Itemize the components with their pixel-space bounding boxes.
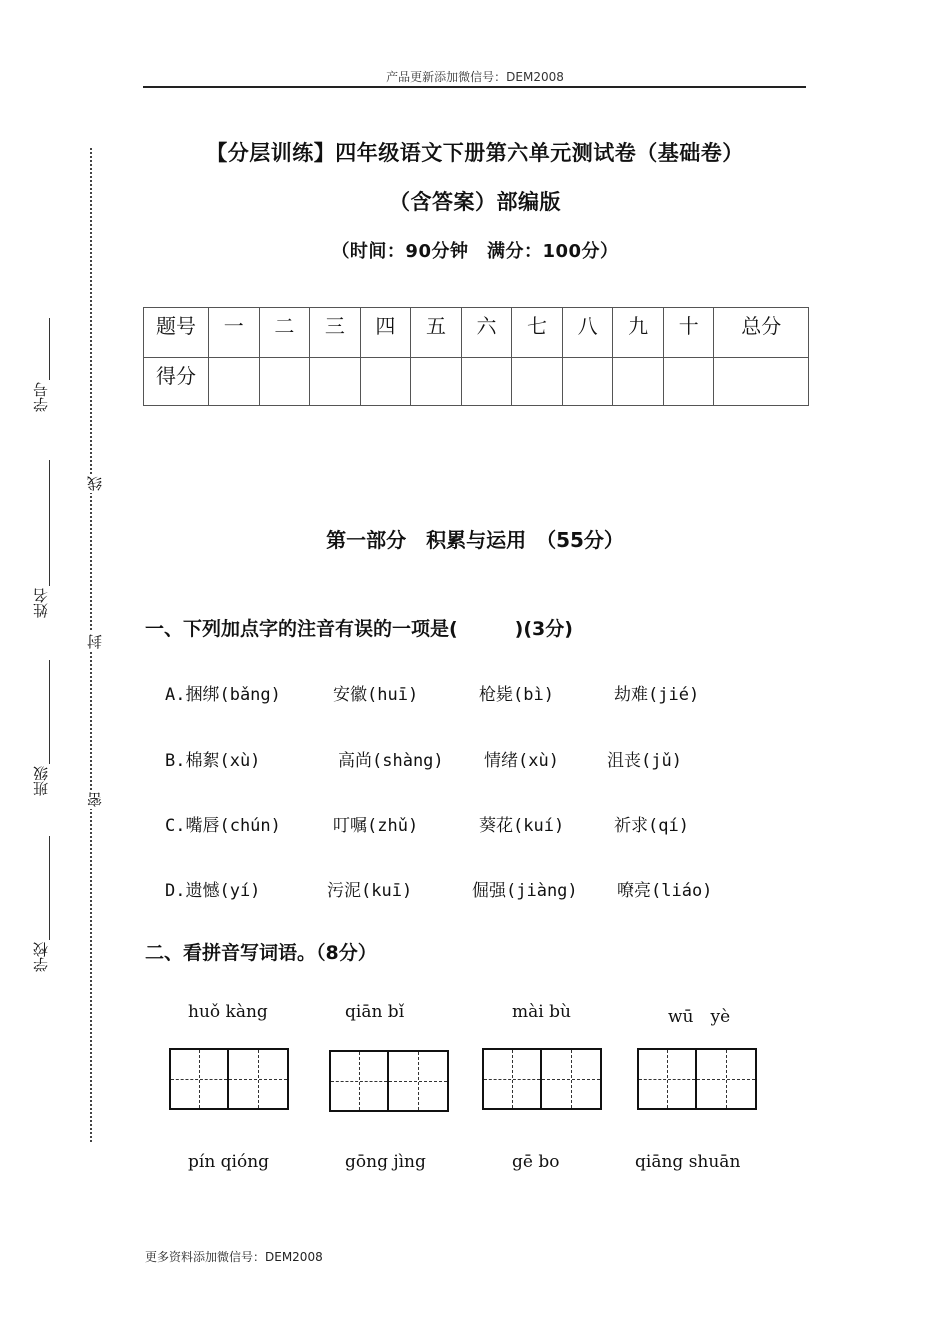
option-a-word1: A.捆绑(bǎng) bbox=[165, 685, 281, 705]
seal-char-seal: 封 bbox=[86, 634, 104, 649]
student-id-blank[interactable] bbox=[49, 318, 50, 380]
score-cell: 六 bbox=[461, 308, 512, 358]
class-blank[interactable] bbox=[49, 660, 50, 764]
score-cell: 三 bbox=[310, 308, 361, 358]
question2-title: 二、看拼音写词语。（8分） bbox=[145, 942, 377, 964]
writing-cell[interactable] bbox=[639, 1050, 697, 1108]
option-a-word3: 枪毙(bì) bbox=[479, 685, 554, 705]
pinyin-2: qiān bǐ bbox=[345, 1002, 405, 1022]
exam-title-line1: 【分层训练】四年级语文下册第六单元测试卷（基础卷） bbox=[206, 141, 744, 165]
option-b-word1: B.棉絮(xù) bbox=[165, 751, 261, 771]
exam-title-line2: （含答案）部编版 bbox=[389, 190, 561, 214]
score-cell: 四 bbox=[360, 308, 411, 358]
option-a-word2: 安徽(huī) bbox=[333, 685, 419, 705]
score-blank[interactable] bbox=[411, 358, 462, 406]
score-blank[interactable] bbox=[461, 358, 512, 406]
option-a-word4: 劫难(jié) bbox=[614, 685, 700, 705]
pinyin-1: huǒ kàng bbox=[188, 1002, 268, 1022]
writing-cell[interactable] bbox=[389, 1052, 447, 1110]
writing-cell[interactable] bbox=[171, 1050, 229, 1108]
score-blank[interactable] bbox=[714, 358, 809, 406]
score-blank[interactable] bbox=[663, 358, 714, 406]
writing-cell[interactable] bbox=[484, 1050, 542, 1108]
pinyin-4: wū yè bbox=[668, 1007, 731, 1027]
part1-heading: 第一部分 积累与运用 （55分） bbox=[326, 528, 624, 552]
option-b-word3: 情绪(xù) bbox=[484, 751, 559, 771]
pinyin-8: qiāng shuān bbox=[635, 1152, 741, 1172]
score-cell: 九 bbox=[613, 308, 664, 358]
option-c-word2: 叮嘱(zhǔ) bbox=[333, 816, 419, 836]
score-cell: 八 bbox=[562, 308, 613, 358]
option-b-word2: 高尚(shàng) bbox=[338, 751, 444, 771]
pinyin-3: mài bù bbox=[512, 1002, 571, 1022]
option-d-word4: 嘹亮(liáo) bbox=[617, 881, 713, 901]
score-table-score-row bbox=[144, 358, 809, 406]
score-blank[interactable] bbox=[360, 358, 411, 406]
writing-cell[interactable] bbox=[229, 1050, 287, 1108]
option-c-word1: C.嘴唇(chún) bbox=[165, 816, 281, 836]
writing-box-3[interactable] bbox=[482, 1048, 602, 1110]
score-blank[interactable] bbox=[562, 358, 613, 406]
writing-box-1[interactable] bbox=[169, 1048, 289, 1110]
score-table-header-row bbox=[144, 308, 809, 358]
writing-box-4[interactable] bbox=[637, 1048, 757, 1110]
question1-title: 一、下列加点字的注音有误的一项是( )(3分) bbox=[145, 618, 573, 640]
pinyin-7: gē bo bbox=[512, 1152, 560, 1172]
writing-cell[interactable] bbox=[697, 1050, 755, 1108]
score-blank[interactable] bbox=[209, 358, 260, 406]
option-d-word1: D.遗憾(yí) bbox=[165, 881, 261, 901]
school-blank[interactable] bbox=[49, 836, 50, 940]
score-blank[interactable] bbox=[310, 358, 361, 406]
score-blank[interactable] bbox=[512, 358, 563, 406]
school-label: 学校 bbox=[32, 942, 50, 972]
score-blank[interactable] bbox=[259, 358, 310, 406]
option-b-word4: 沮丧(jǔ) bbox=[607, 751, 682, 771]
score-cell: 七 bbox=[512, 308, 563, 358]
option-d-word2: 污泥(kuī) bbox=[327, 881, 413, 901]
name-blank[interactable] bbox=[49, 460, 50, 586]
writing-box-2[interactable] bbox=[329, 1050, 449, 1112]
score-cell: 总分 bbox=[714, 308, 809, 358]
seal-char-line: 线 bbox=[86, 476, 104, 491]
score-cell: 十 bbox=[663, 308, 714, 358]
writing-cell[interactable] bbox=[331, 1052, 389, 1110]
score-cell: 二 bbox=[259, 308, 310, 358]
class-label: 班级 bbox=[32, 766, 50, 796]
student-id-label: 学号 bbox=[32, 382, 50, 412]
score-cell: 一 bbox=[209, 308, 260, 358]
seal-char-secret: 密 bbox=[86, 792, 104, 807]
score-label: 得分 bbox=[144, 358, 209, 406]
name-label: 姓名 bbox=[32, 588, 50, 618]
score-table bbox=[143, 307, 809, 406]
header-divider bbox=[143, 86, 806, 88]
option-c-word3: 葵花(kuí) bbox=[479, 816, 565, 836]
score-cell: 五 bbox=[411, 308, 462, 358]
page-footer: 更多资料添加微信号：DEM2008 bbox=[145, 1250, 323, 1264]
writing-cell[interactable] bbox=[542, 1050, 600, 1108]
page-header: 产品更新添加微信号：DEM2008 bbox=[386, 70, 564, 84]
option-c-word4: 祈求(qí) bbox=[614, 816, 689, 836]
pinyin-6: gōng jìng bbox=[345, 1152, 426, 1172]
score-blank[interactable] bbox=[613, 358, 664, 406]
pinyin-5: pín qióng bbox=[188, 1152, 270, 1172]
exam-time-info: （时间：90分钟 满分：100分） bbox=[331, 241, 619, 262]
option-d-word3: 倔强(jiàng) bbox=[472, 881, 578, 901]
score-cell: 题号 bbox=[144, 308, 209, 358]
